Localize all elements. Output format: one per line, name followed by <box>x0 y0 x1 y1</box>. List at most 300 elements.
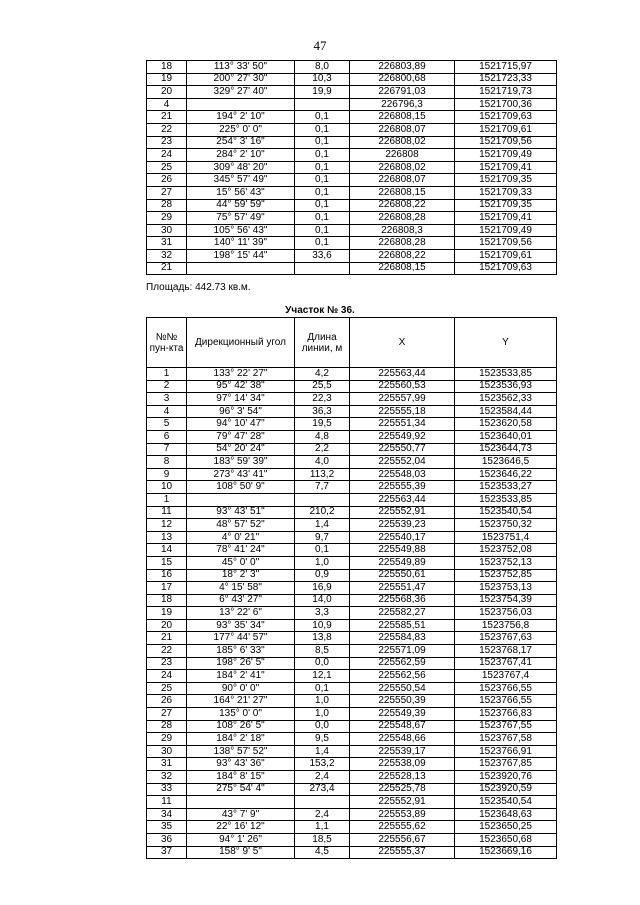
length-cell: 273,4 <box>295 783 350 796</box>
x-cell: 226808,22 <box>350 249 455 262</box>
length-cell: 0,1 <box>295 224 350 237</box>
x-cell: 226808,02 <box>350 161 455 174</box>
plot-36-coordinates-table <box>146 317 557 859</box>
table-row <box>147 758 557 771</box>
length-cell: 153,2 <box>295 758 350 771</box>
table-row <box>147 199 557 212</box>
point-number-cell: 25 <box>147 161 187 174</box>
bearing-cell: 164° 21' 27" <box>187 695 295 708</box>
x-cell: 225556,67 <box>350 833 455 846</box>
bearing-cell <box>187 262 295 275</box>
table-row <box>147 98 557 111</box>
point-number-cell: 24 <box>147 149 187 162</box>
length-cell: 0,1 <box>295 149 350 162</box>
bearing-cell: 135° 0' 0" <box>187 708 295 721</box>
bearing-cell: 96° 3' 54" <box>187 405 295 418</box>
bearing-cell: 133° 22' 27" <box>187 368 295 381</box>
bearing-cell: 78° 41' 24" <box>187 544 295 557</box>
x-cell: 225557,99 <box>350 393 455 406</box>
point-number-cell: 16 <box>147 569 187 582</box>
y-cell: 1521709,41 <box>455 161 557 174</box>
bearing-cell: 140° 11' 39" <box>187 237 295 250</box>
length-cell: 4,8 <box>295 430 350 443</box>
length-cell: 1,0 <box>295 708 350 721</box>
x-cell: 225551,34 <box>350 418 455 431</box>
point-number-cell: 17 <box>147 582 187 595</box>
bearing-cell: 183° 59' 39" <box>187 456 295 469</box>
x-cell: 225568,36 <box>350 594 455 607</box>
table-row <box>147 645 557 658</box>
point-number-cell: 9 <box>147 468 187 481</box>
table-row <box>147 212 557 225</box>
table-row <box>147 846 557 859</box>
point-number-cell: 22 <box>147 123 187 136</box>
point-number-cell: 19 <box>147 73 187 86</box>
length-cell: 19,5 <box>295 418 350 431</box>
x-cell: 225552,91 <box>350 506 455 519</box>
y-cell: 1521709,61 <box>455 249 557 262</box>
length-cell: 18,5 <box>295 833 350 846</box>
bearing-cell: 254° 3' 16" <box>187 136 295 149</box>
header-length: Длина линии, м <box>295 318 350 368</box>
x-cell: 225571,09 <box>350 645 455 658</box>
point-number-cell: 21 <box>147 111 187 124</box>
y-cell: 1523767,41 <box>455 657 557 670</box>
length-cell: 4,2 <box>295 368 350 381</box>
table-row <box>147 430 557 443</box>
table-row <box>147 224 557 237</box>
x-cell: 226808,15 <box>350 262 455 275</box>
length-cell: 1,0 <box>295 556 350 569</box>
y-cell: 1521709,35 <box>455 174 557 187</box>
x-cell: 226803,89 <box>350 61 455 74</box>
length-cell: 33,6 <box>295 249 350 262</box>
bearing-cell: 94° 10' 47" <box>187 418 295 431</box>
point-number-cell: 29 <box>147 212 187 225</box>
length-cell <box>295 98 350 111</box>
table-row <box>147 174 557 187</box>
point-number-cell: 11 <box>147 506 187 519</box>
point-number-cell: 4 <box>147 98 187 111</box>
header-point-number: №№ пун-кта <box>147 318 187 368</box>
length-cell: 0,1 <box>295 161 350 174</box>
point-number-cell: 2 <box>147 380 187 393</box>
y-cell: 1523752,08 <box>455 544 557 557</box>
bearing-cell: 158° 9' 5" <box>187 846 295 859</box>
point-number-cell: 7 <box>147 443 187 456</box>
point-number-cell: 27 <box>147 708 187 721</box>
length-cell: 16,9 <box>295 582 350 595</box>
length-cell: 0,1 <box>295 186 350 199</box>
table-row <box>147 443 557 456</box>
y-cell: 1523767,63 <box>455 632 557 645</box>
y-cell: 1521715,97 <box>455 61 557 74</box>
y-cell: 1523584,44 <box>455 405 557 418</box>
table-row <box>147 531 557 544</box>
bearing-cell: 95° 42' 38" <box>187 380 295 393</box>
x-cell: 225548,03 <box>350 468 455 481</box>
coordinates-table-continued <box>146 60 557 275</box>
y-cell: 1523669,16 <box>455 846 557 859</box>
bearing-cell: 13° 22' 6" <box>187 607 295 620</box>
x-cell: 225549,92 <box>350 430 455 443</box>
header-bearing: Дирекционный угол <box>187 318 295 368</box>
point-number-cell: 36 <box>147 833 187 846</box>
table-row <box>147 149 557 162</box>
point-number-cell: 28 <box>147 199 187 212</box>
length-cell: 2,4 <box>295 771 350 784</box>
x-cell: 225560,53 <box>350 380 455 393</box>
bearing-cell: 48° 57' 52" <box>187 519 295 532</box>
point-number-cell: 10 <box>147 481 187 494</box>
length-cell: 9,7 <box>295 531 350 544</box>
bearing-cell: 108° 50' 9" <box>187 481 295 494</box>
bearing-cell: 184° 2' 18" <box>187 733 295 746</box>
table-row <box>147 833 557 846</box>
bearing-cell: 6° 43' 27" <box>187 594 295 607</box>
length-cell: 0,1 <box>295 212 350 225</box>
length-cell: 0,9 <box>295 569 350 582</box>
point-number-cell: 25 <box>147 682 187 695</box>
length-cell: 0,1 <box>295 199 350 212</box>
bearing-cell: 185° 6' 33" <box>187 645 295 658</box>
length-cell: 4,0 <box>295 456 350 469</box>
y-cell: 1523750,32 <box>455 519 557 532</box>
y-cell: 1523767,4 <box>455 670 557 683</box>
point-number-cell: 4 <box>147 405 187 418</box>
table-row <box>147 745 557 758</box>
x-cell: 225552,04 <box>350 456 455 469</box>
y-cell: 1521709,56 <box>455 136 557 149</box>
header-y: Y <box>455 318 557 368</box>
table-row <box>147 418 557 431</box>
table-row <box>147 123 557 136</box>
y-cell: 1521709,41 <box>455 212 557 225</box>
length-cell: 8,5 <box>295 645 350 658</box>
point-number-cell: 28 <box>147 720 187 733</box>
length-cell: 10,9 <box>295 619 350 632</box>
length-cell: 0,1 <box>295 111 350 124</box>
x-cell: 226808,15 <box>350 111 455 124</box>
x-cell: 226808,15 <box>350 186 455 199</box>
x-cell: 225550,39 <box>350 695 455 708</box>
length-cell: 4,5 <box>295 846 350 859</box>
point-number-cell: 30 <box>147 224 187 237</box>
point-number-cell: 21 <box>147 262 187 275</box>
point-number-cell: 26 <box>147 695 187 708</box>
y-cell: 1523754,39 <box>455 594 557 607</box>
bearing-cell <box>187 493 295 506</box>
x-cell: 225528,13 <box>350 771 455 784</box>
bearing-cell: 198° 15' 44" <box>187 249 295 262</box>
x-cell: 225550,77 <box>350 443 455 456</box>
section-title: Участок № 36. <box>285 305 355 316</box>
x-cell: 225538,09 <box>350 758 455 771</box>
length-cell: 2,4 <box>295 808 350 821</box>
table-row <box>147 594 557 607</box>
length-cell: 210,2 <box>295 506 350 519</box>
length-cell: 0,1 <box>295 237 350 250</box>
x-cell: 225552,91 <box>350 796 455 809</box>
x-cell: 225525,78 <box>350 783 455 796</box>
length-cell: 10,3 <box>295 73 350 86</box>
point-number-cell: 1 <box>147 368 187 381</box>
point-number-cell: 26 <box>147 174 187 187</box>
bearing-cell: 275° 54' 4" <box>187 783 295 796</box>
point-number-cell: 23 <box>147 136 187 149</box>
y-cell: 1523533,85 <box>455 493 557 506</box>
x-cell: 225562,56 <box>350 670 455 683</box>
y-cell: 1523920,76 <box>455 771 557 784</box>
bearing-cell: 90° 0' 0" <box>187 682 295 695</box>
bearing-cell: 94° 1' 26" <box>187 833 295 846</box>
y-cell: 1523562,33 <box>455 393 557 406</box>
length-cell: 0,1 <box>295 136 350 149</box>
x-cell: 226808,28 <box>350 212 455 225</box>
table-row <box>147 607 557 620</box>
table-row <box>147 186 557 199</box>
bearing-cell: 43° 7' 9" <box>187 808 295 821</box>
point-number-cell: 21 <box>147 632 187 645</box>
x-cell: 226808 <box>350 149 455 162</box>
point-number-cell: 8 <box>147 456 187 469</box>
y-cell: 1521709,49 <box>455 149 557 162</box>
table-row <box>147 506 557 519</box>
length-cell: 7,7 <box>295 481 350 494</box>
length-cell: 9,5 <box>295 733 350 746</box>
y-cell: 1523646,22 <box>455 468 557 481</box>
y-cell: 1521709,33 <box>455 186 557 199</box>
bearing-cell: 273° 43' 41" <box>187 468 295 481</box>
table-row <box>147 556 557 569</box>
table-row <box>147 468 557 481</box>
table-header-row <box>147 318 557 368</box>
bearing-cell: 113° 33' 50" <box>187 61 295 74</box>
length-cell: 0,1 <box>295 682 350 695</box>
bearing-cell: 79° 47' 28" <box>187 430 295 443</box>
y-cell: 1523768,17 <box>455 645 557 658</box>
y-cell: 1523766,83 <box>455 708 557 721</box>
point-number-cell: 24 <box>147 670 187 683</box>
table-row <box>147 582 557 595</box>
table-row <box>147 682 557 695</box>
x-cell: 225548,66 <box>350 733 455 746</box>
length-cell: 22,3 <box>295 393 350 406</box>
table-row <box>147 771 557 784</box>
x-cell: 225549,88 <box>350 544 455 557</box>
x-cell: 225585,51 <box>350 619 455 632</box>
y-cell: 1523650,68 <box>455 833 557 846</box>
y-cell: 1523920,59 <box>455 783 557 796</box>
table-row <box>147 237 557 250</box>
bearing-cell: 22° 16' 12" <box>187 821 295 834</box>
x-cell: 225550,61 <box>350 569 455 582</box>
table-row <box>147 456 557 469</box>
bearing-cell: 225° 0' 0" <box>187 123 295 136</box>
length-cell: 14,0 <box>295 594 350 607</box>
y-cell: 1521719,73 <box>455 86 557 99</box>
length-cell: 113,2 <box>295 468 350 481</box>
bearing-cell: 329° 27' 40" <box>187 86 295 99</box>
length-cell: 0,1 <box>295 544 350 557</box>
point-number-cell: 18 <box>147 61 187 74</box>
bearing-cell: 345° 57' 49" <box>187 174 295 187</box>
x-cell: 226800,68 <box>350 73 455 86</box>
x-cell: 226808,07 <box>350 123 455 136</box>
length-cell <box>295 262 350 275</box>
table-row <box>147 544 557 557</box>
point-number-cell: 31 <box>147 237 187 250</box>
table-row <box>147 796 557 809</box>
x-cell: 226808,22 <box>350 199 455 212</box>
x-cell: 226808,28 <box>350 237 455 250</box>
bearing-cell: 18° 2' 3" <box>187 569 295 582</box>
bearing-cell: 138° 57' 52" <box>187 745 295 758</box>
y-cell: 1521709,63 <box>455 262 557 275</box>
length-cell: 1,0 <box>295 695 350 708</box>
x-cell: 225555,39 <box>350 481 455 494</box>
table-row <box>147 368 557 381</box>
point-number-cell: 23 <box>147 657 187 670</box>
table-row <box>147 161 557 174</box>
y-cell: 1521709,56 <box>455 237 557 250</box>
x-cell: 226808,02 <box>350 136 455 149</box>
table-row <box>147 632 557 645</box>
table-row <box>147 481 557 494</box>
length-cell: 1,1 <box>295 821 350 834</box>
bearing-cell: 4° 15' 58" <box>187 582 295 595</box>
table-row <box>147 720 557 733</box>
bearing-cell: 75° 57' 49" <box>187 212 295 225</box>
y-cell: 1523640,01 <box>455 430 557 443</box>
point-number-cell: 31 <box>147 758 187 771</box>
x-cell: 225551,47 <box>350 582 455 595</box>
table-row <box>147 783 557 796</box>
x-cell: 226808,3 <box>350 224 455 237</box>
table-row <box>147 493 557 506</box>
x-cell: 225582,27 <box>350 607 455 620</box>
y-cell: 1523650,25 <box>455 821 557 834</box>
x-cell: 225539,23 <box>350 519 455 532</box>
point-number-cell: 22 <box>147 645 187 658</box>
x-cell: 225540,17 <box>350 531 455 544</box>
coordinates-table-continued-body <box>147 61 557 275</box>
y-cell: 1523536,93 <box>455 380 557 393</box>
x-cell: 225539,17 <box>350 745 455 758</box>
point-number-cell: 35 <box>147 821 187 834</box>
length-cell: 0,0 <box>295 657 350 670</box>
point-number-cell: 30 <box>147 745 187 758</box>
point-number-cell: 5 <box>147 418 187 431</box>
table-row <box>147 619 557 632</box>
point-number-cell: 29 <box>147 733 187 746</box>
point-number-cell: 32 <box>147 249 187 262</box>
y-cell: 1523620,58 <box>455 418 557 431</box>
length-cell: 13,8 <box>295 632 350 645</box>
x-cell: 226808,07 <box>350 174 455 187</box>
table-row <box>147 708 557 721</box>
bearing-cell: 194° 2' 10" <box>187 111 295 124</box>
length-cell <box>295 493 350 506</box>
length-cell: 25,5 <box>295 380 350 393</box>
x-cell: 226791,03 <box>350 86 455 99</box>
table-row <box>147 657 557 670</box>
point-number-cell: 15 <box>147 556 187 569</box>
y-cell: 1521709,63 <box>455 111 557 124</box>
y-cell: 1523533,27 <box>455 481 557 494</box>
length-cell: 0,1 <box>295 174 350 187</box>
bearing-cell: 44° 59' 59" <box>187 199 295 212</box>
y-cell: 1523540,54 <box>455 796 557 809</box>
length-cell: 19,9 <box>295 86 350 99</box>
y-cell: 1523752,85 <box>455 569 557 582</box>
table-row <box>147 262 557 275</box>
x-cell: 225555,62 <box>350 821 455 834</box>
point-number-cell: 27 <box>147 186 187 199</box>
bearing-cell: 54° 20' 24" <box>187 443 295 456</box>
y-cell: 1523751,4 <box>455 531 557 544</box>
table-row <box>147 111 557 124</box>
y-cell: 1523644,73 <box>455 443 557 456</box>
table-row <box>147 733 557 746</box>
bearing-cell: 177° 44' 57" <box>187 632 295 645</box>
plot-36-coordinates-table-body <box>147 368 557 859</box>
x-cell: 225562,59 <box>350 657 455 670</box>
bearing-cell: 15° 56' 43" <box>187 186 295 199</box>
x-cell: 225549,89 <box>350 556 455 569</box>
length-cell: 3,3 <box>295 607 350 620</box>
table-row <box>147 569 557 582</box>
x-cell: 226796,3 <box>350 98 455 111</box>
length-cell: 1,4 <box>295 519 350 532</box>
table-row <box>147 405 557 418</box>
y-cell: 1523646,5 <box>455 456 557 469</box>
bearing-cell: 105° 56' 43" <box>187 224 295 237</box>
length-cell: 1,4 <box>295 745 350 758</box>
y-cell: 1521723,33 <box>455 73 557 86</box>
x-cell: 225548,67 <box>350 720 455 733</box>
length-cell: 0,1 <box>295 123 350 136</box>
bearing-cell: 184° 2' 41" <box>187 670 295 683</box>
x-cell: 225550,54 <box>350 682 455 695</box>
point-number-cell: 37 <box>147 846 187 859</box>
point-number-cell: 6 <box>147 430 187 443</box>
table-row <box>147 519 557 532</box>
bearing-cell: 198° 26' 5" <box>187 657 295 670</box>
table-row <box>147 380 557 393</box>
length-cell <box>295 796 350 809</box>
x-cell: 225584,83 <box>350 632 455 645</box>
y-cell: 1523533,85 <box>455 368 557 381</box>
page-number: 47 <box>313 38 327 53</box>
bearing-cell: 284° 2' 10" <box>187 149 295 162</box>
point-number-cell: 34 <box>147 808 187 821</box>
x-cell: 225563,44 <box>350 493 455 506</box>
table-row <box>147 61 557 74</box>
y-cell: 1523766,55 <box>455 695 557 708</box>
header-x: X <box>350 318 455 368</box>
y-cell: 1523767,55 <box>455 720 557 733</box>
y-cell: 1523766,55 <box>455 682 557 695</box>
x-cell: 225555,18 <box>350 405 455 418</box>
x-cell: 225553,89 <box>350 808 455 821</box>
bearing-cell: 309° 48' 20" <box>187 161 295 174</box>
y-cell: 1523648,63 <box>455 808 557 821</box>
bearing-cell <box>187 98 295 111</box>
y-cell: 1521709,49 <box>455 224 557 237</box>
bearing-cell: 184° 8' 15" <box>187 771 295 784</box>
point-number-cell: 11 <box>147 796 187 809</box>
